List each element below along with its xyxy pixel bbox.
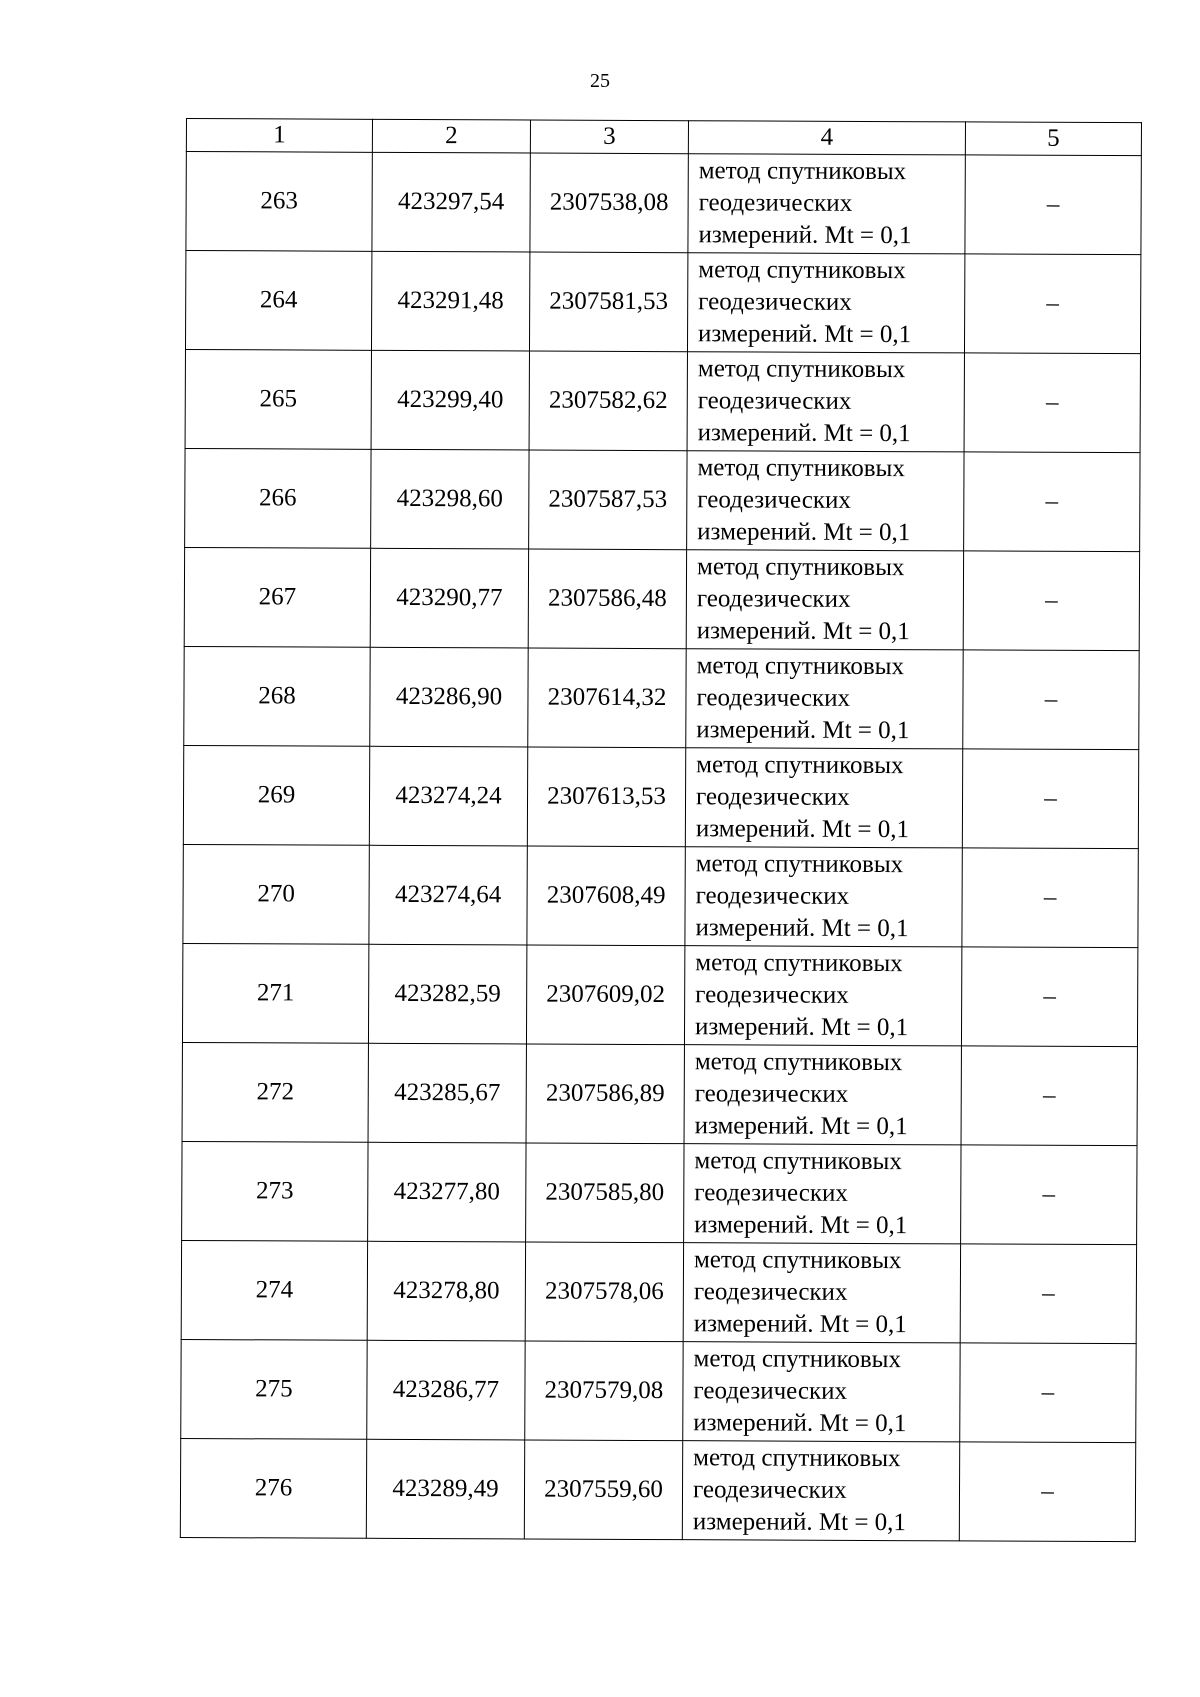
table-body	[180, 152, 1141, 1542]
note-cell: –	[959, 1442, 1135, 1542]
y-coordinate-cell: 2307614,32	[528, 648, 686, 748]
y-coordinate-cell: 2307581,53	[529, 252, 687, 352]
x-coordinate-cell: 423298,60	[371, 449, 529, 549]
method-line: метод спутниковых	[694, 1147, 902, 1176]
x-coordinate-cell: 423299,40	[371, 350, 529, 450]
page-number: 25	[590, 70, 610, 92]
point-number-cell: 266	[185, 448, 371, 548]
header-col-2: 2	[372, 119, 530, 153]
y-coordinate-cell: 2307559,60	[524, 1440, 682, 1540]
method-line: геодезических	[697, 387, 852, 415]
point-number-cell: 273	[182, 1141, 368, 1241]
note-cell: –	[964, 353, 1140, 453]
method-line: метод спутниковых	[694, 1048, 903, 1077]
x-coordinate-cell: 423274,64	[369, 845, 527, 945]
method-line: геодезических	[698, 288, 852, 316]
table-header-row	[186, 119, 1141, 156]
method-cell	[685, 847, 962, 947]
y-coordinate-cell: 2307538,08	[530, 153, 688, 253]
x-coordinate-cell: 423286,77	[367, 1340, 525, 1440]
note-cell: –	[964, 452, 1140, 552]
note-cell: –	[964, 254, 1140, 354]
table-row	[185, 349, 1140, 452]
method-cell	[682, 1441, 959, 1541]
method-line: геодезических	[696, 684, 851, 712]
table-row	[181, 1240, 1136, 1343]
method-line: измерений. Mt = 0,1	[694, 1211, 908, 1240]
method-cell	[687, 253, 964, 353]
point-number-cell: 270	[183, 844, 369, 944]
point-number-cell: 274	[181, 1240, 367, 1340]
table-row	[182, 1042, 1137, 1145]
method-cell	[684, 946, 961, 1046]
x-coordinate-cell: 423290,77	[370, 548, 528, 648]
method-cell	[687, 352, 964, 452]
method-line: метод спутниковых	[697, 454, 905, 483]
y-coordinate-cell: 2307586,48	[528, 549, 686, 649]
y-coordinate-cell: 2307586,89	[526, 1044, 684, 1144]
table-row	[184, 547, 1139, 650]
method-line: измерений. Mt = 0,1	[695, 914, 909, 943]
note-cell: –	[961, 1145, 1137, 1245]
y-coordinate-cell: 2307578,06	[525, 1242, 683, 1342]
method-line: геодезических	[698, 189, 853, 217]
point-number-cell: 263	[186, 152, 372, 252]
y-coordinate-cell: 2307587,53	[529, 450, 687, 550]
method-line: измерений. Mt = 0,1	[694, 1112, 908, 1141]
point-number-cell: 265	[185, 349, 371, 449]
x-coordinate-cell: 423282,59	[368, 944, 526, 1044]
coordinates-table	[180, 118, 1142, 1542]
header-col-3: 3	[530, 120, 688, 154]
note-cell: –	[963, 551, 1139, 651]
point-number-cell: 264	[185, 251, 371, 351]
method-line: геодезических	[693, 1377, 848, 1405]
method-cell	[688, 154, 965, 254]
note-cell: –	[965, 155, 1141, 255]
method-line: измерений. Mt = 0,1	[698, 320, 912, 349]
table-row	[180, 1438, 1135, 1541]
point-number-cell: 272	[182, 1042, 368, 1142]
method-line: метод спутниковых	[693, 1246, 902, 1275]
method-line: измерений. Mt = 0,1	[697, 419, 911, 448]
point-number-cell: 269	[183, 745, 369, 845]
method-line: метод спутниковых	[695, 850, 904, 879]
note-cell: –	[961, 1046, 1137, 1146]
method-line: метод спутниковых	[698, 157, 907, 186]
header-col-5: 5	[965, 122, 1141, 156]
point-number-cell: 275	[181, 1339, 367, 1439]
note-cell: –	[962, 848, 1138, 948]
header-col-4: 4	[688, 121, 965, 155]
method-line: метод спутниковых	[696, 751, 904, 780]
method-line: измерений. Mt = 0,1	[692, 1508, 907, 1537]
y-coordinate-cell: 2307609,02	[526, 945, 684, 1045]
point-number-cell: 268	[184, 646, 370, 746]
method-line: геодезических	[694, 1080, 849, 1108]
method-line: метод спутниковых	[697, 355, 906, 384]
method-line: метод спутниковых	[696, 652, 905, 681]
point-number-cell: 271	[182, 943, 368, 1043]
x-coordinate-cell: 423286,90	[370, 647, 528, 747]
method-line: измерений. Mt = 0,1	[693, 1409, 907, 1438]
method-line: метод спутниковых	[693, 1444, 901, 1473]
method-line: измерений. Mt = 0,1	[693, 1310, 907, 1339]
y-coordinate-cell: 2307608,49	[527, 846, 685, 946]
point-number-cell: 276	[180, 1438, 366, 1538]
method-line: измерений. Mt = 0,1	[694, 1013, 909, 1042]
method-line: измерений. Mt = 0,1	[695, 815, 910, 844]
method-line: геодезических	[697, 486, 851, 514]
table-row	[182, 1141, 1137, 1244]
method-cell	[686, 649, 963, 749]
method-line: метод спутниковых	[698, 256, 906, 285]
table-row	[185, 448, 1140, 551]
table-row	[183, 844, 1138, 947]
method-line: измерений. Mt = 0,1	[696, 716, 910, 745]
x-coordinate-cell: 423291,48	[371, 251, 529, 351]
note-cell: –	[960, 1244, 1136, 1344]
method-line: метод спутниковых	[696, 553, 905, 582]
method-cell	[687, 451, 964, 551]
x-coordinate-cell: 423277,80	[368, 1142, 526, 1242]
x-coordinate-cell: 423274,24	[369, 746, 527, 846]
table-row	[181, 1339, 1136, 1442]
method-line: геодезических	[694, 1179, 848, 1207]
x-coordinate-cell: 423297,54	[372, 152, 530, 252]
method-cell	[686, 550, 963, 650]
method-cell	[683, 1342, 960, 1442]
y-coordinate-cell: 2307585,80	[526, 1143, 684, 1243]
method-line: геодезических	[695, 981, 849, 1009]
table-row	[182, 943, 1137, 1046]
x-coordinate-cell: 423285,67	[368, 1043, 526, 1143]
method-cell	[683, 1243, 960, 1343]
method-line: геодезических	[692, 1476, 847, 1504]
method-cell	[684, 1045, 961, 1145]
method-line: геодезических	[693, 1278, 848, 1306]
y-coordinate-cell: 2307582,62	[529, 351, 687, 451]
table-row	[184, 646, 1139, 749]
table-row	[185, 251, 1140, 354]
method-line: геодезических	[696, 585, 851, 613]
method-line: измерений. Mt = 0,1	[697, 518, 911, 547]
y-coordinate-cell: 2307579,08	[525, 1341, 683, 1441]
method-line: измерений. Mt = 0,1	[696, 617, 910, 646]
note-cell: –	[961, 947, 1137, 1047]
method-line: метод спутниковых	[695, 949, 903, 978]
table-row	[183, 745, 1138, 848]
header-col-1: 1	[186, 119, 372, 153]
y-coordinate-cell: 2307613,53	[527, 747, 685, 847]
method-line: измерений. Mt = 0,1	[698, 221, 912, 250]
note-cell: –	[962, 749, 1138, 849]
method-cell	[685, 748, 962, 848]
method-line: геодезических	[695, 882, 850, 910]
method-line: метод спутниковых	[693, 1345, 902, 1374]
note-cell: –	[960, 1343, 1136, 1443]
method-cell	[684, 1144, 961, 1244]
x-coordinate-cell: 423289,49	[366, 1439, 524, 1539]
method-line: геодезических	[695, 783, 850, 811]
table-row	[186, 152, 1141, 255]
point-number-cell: 267	[184, 547, 370, 647]
x-coordinate-cell: 423278,80	[367, 1241, 525, 1341]
note-cell: –	[963, 650, 1139, 750]
